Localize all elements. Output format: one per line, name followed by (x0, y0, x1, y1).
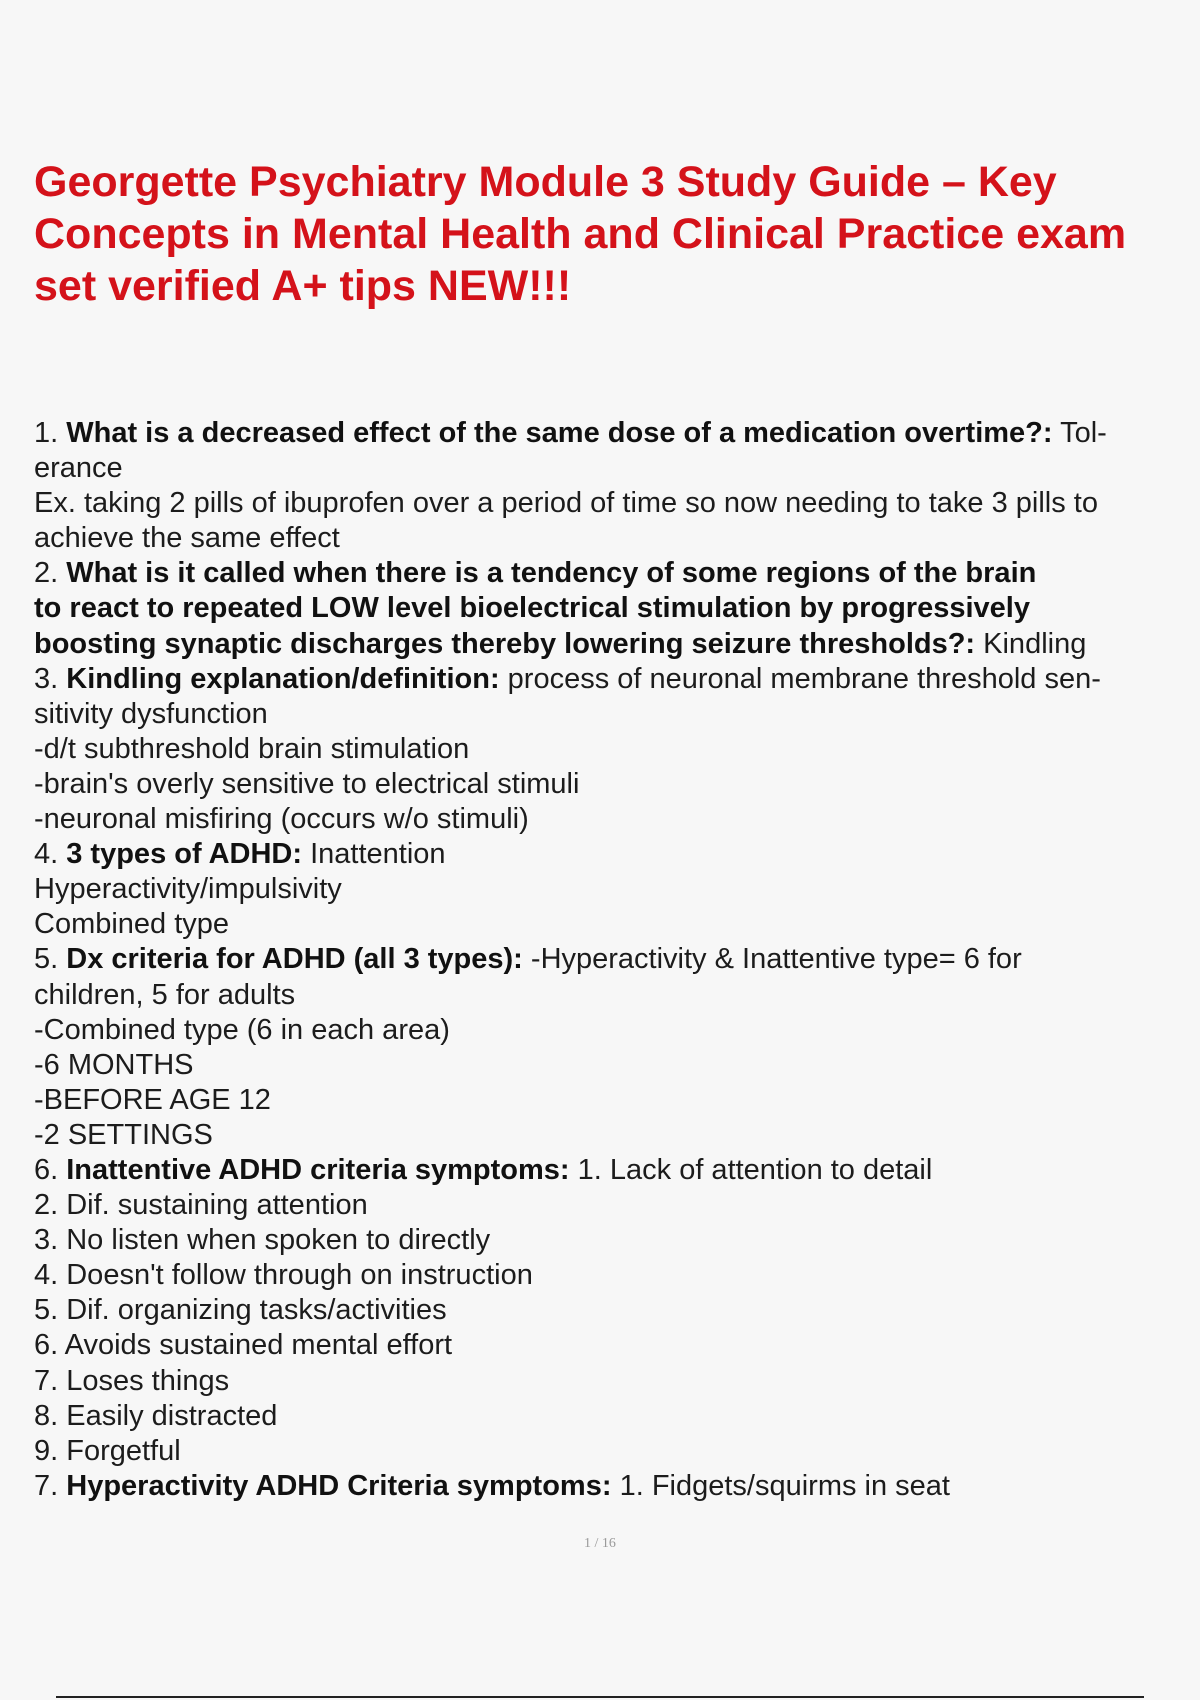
answer-text: Combined type (34, 908, 230, 941)
text-line (34, 907, 1194, 942)
answer-text: 9. Forgetful (34, 1434, 181, 1467)
question-number: 3. (34, 662, 67, 695)
answer-text: 3. No listen when spoken to directly (34, 1224, 491, 1257)
question-number: 6. (34, 1153, 67, 1186)
text-line (34, 1364, 1194, 1399)
answer-text: 1. Fidgets/squirms in seat (611, 1469, 950, 1502)
answer-text: Kindling (975, 627, 1087, 660)
question-item (34, 837, 1194, 942)
answer-text: -neuronal misfiring (occurs w/o stimuli) (34, 803, 529, 836)
answer-text: achieve the same effect (34, 522, 340, 555)
study-guide-content (34, 416, 1194, 1504)
question-text: Kindling explanation/definition: (66, 662, 500, 695)
page-number: 1 / 16 (584, 1536, 616, 1551)
text-line (34, 521, 1194, 556)
text-line (34, 1013, 1194, 1048)
text-line (34, 556, 1194, 591)
question-number: 4. (34, 838, 67, 871)
answer-text: Ex. taking 2 pills of ibuprofen over a period of time so now needing to take 3 pills to (34, 487, 1098, 520)
question-item (34, 1153, 1194, 1469)
text-line (34, 1118, 1194, 1153)
question-item (34, 556, 1194, 661)
question-text: Hyperactivity ADHD Criteria symptoms: (66, 1469, 612, 1502)
answer-text: Inattention (302, 838, 446, 871)
answer-text: -BEFORE AGE 12 (34, 1083, 271, 1116)
answer-text: -2 SETTINGS (34, 1118, 213, 1151)
text-line (34, 697, 1194, 732)
answer-text: 4. Doesn't follow through on instruction (34, 1259, 533, 1292)
text-line (34, 1153, 1194, 1188)
text-line (34, 767, 1194, 802)
question-text: 3 types of ADHD: (66, 838, 303, 871)
answer-text: 7. Loses things (34, 1364, 230, 1397)
bottom-divider (56, 1696, 1144, 1698)
text-line (34, 1328, 1194, 1363)
text-line (34, 1048, 1194, 1083)
question-text: boosting synaptic discharges thereby lowering seizure thresholds?: (34, 627, 976, 660)
answer-text: -Combined type (6 in each area) (34, 1013, 450, 1046)
text-line (34, 1083, 1194, 1118)
text-line (34, 978, 1194, 1013)
answer-text: -Hyperactivity & Inattentive type= 6 for (522, 943, 1022, 976)
answer-text: 8. Easily distracted (34, 1399, 278, 1432)
answer-text: -6 MONTHS (34, 1048, 194, 1081)
question-item (34, 1469, 1194, 1504)
question-number: 7. (34, 1469, 67, 1502)
text-line (34, 1399, 1194, 1434)
text-line (34, 837, 1194, 872)
question-item (34, 662, 1194, 837)
text-line (34, 1258, 1194, 1293)
question-text: What is a decreased effect of the same dose of a medication overtime?: (66, 417, 1053, 449)
question-text: Inattentive ADHD criteria symptoms: (66, 1153, 570, 1186)
text-line (34, 1223, 1194, 1258)
answer-text: -d/t subthreshold brain stimulation (34, 732, 470, 765)
answer-text: 6. Avoids sustained mental effort (34, 1329, 453, 1362)
answer-text: -brain's overly sensitive to electrical stimuli (34, 767, 580, 800)
answer-text: 1. Lack of attention to detail (569, 1153, 933, 1186)
text-line (34, 486, 1194, 521)
document-title: Georgette Psychiatry Module 3 Study Guide – Key Concepts in Mental Health and Clinical Practice exam set verified A+ tips NEW!!! (34, 158, 1127, 310)
answer-text: 5. Dif. organizing tasks/activities (34, 1294, 447, 1327)
answer-text: process of neuronal membrane threshold sen- (499, 662, 1101, 695)
question-item (34, 942, 1194, 1153)
text-line (34, 872, 1194, 907)
question-text: What is it called when there is a tendency of some regions of the brain (66, 557, 1037, 590)
text-line (34, 627, 1194, 662)
text-line (34, 1188, 1194, 1223)
question-number: 2. (34, 557, 67, 590)
question-item (34, 416, 1194, 556)
answer-text: 2. Dif. sustaining attention (34, 1189, 368, 1222)
question-text: to react to repeated LOW level bioelectrical stimulation by progressively (34, 592, 1030, 625)
text-line (34, 942, 1194, 977)
answer-text: Tol- (1052, 417, 1107, 449)
question-number: 5. (34, 943, 67, 976)
text-line (34, 732, 1194, 767)
text-line (34, 416, 1194, 451)
text-line (34, 451, 1194, 486)
question-number: 1. (34, 417, 67, 449)
text-line (34, 1434, 1194, 1469)
text-line (34, 1293, 1194, 1328)
text-line (34, 662, 1194, 697)
answer-text: erance (34, 452, 123, 485)
text-line (34, 802, 1194, 837)
answer-text: sitivity dysfunction (34, 697, 268, 730)
answer-text: children, 5 for adults (34, 978, 296, 1011)
question-text: Dx criteria for ADHD (all 3 types): (66, 943, 523, 976)
text-line (34, 591, 1194, 626)
answer-text: Hyperactivity/impulsivity (34, 873, 342, 906)
text-line (34, 1469, 1194, 1504)
